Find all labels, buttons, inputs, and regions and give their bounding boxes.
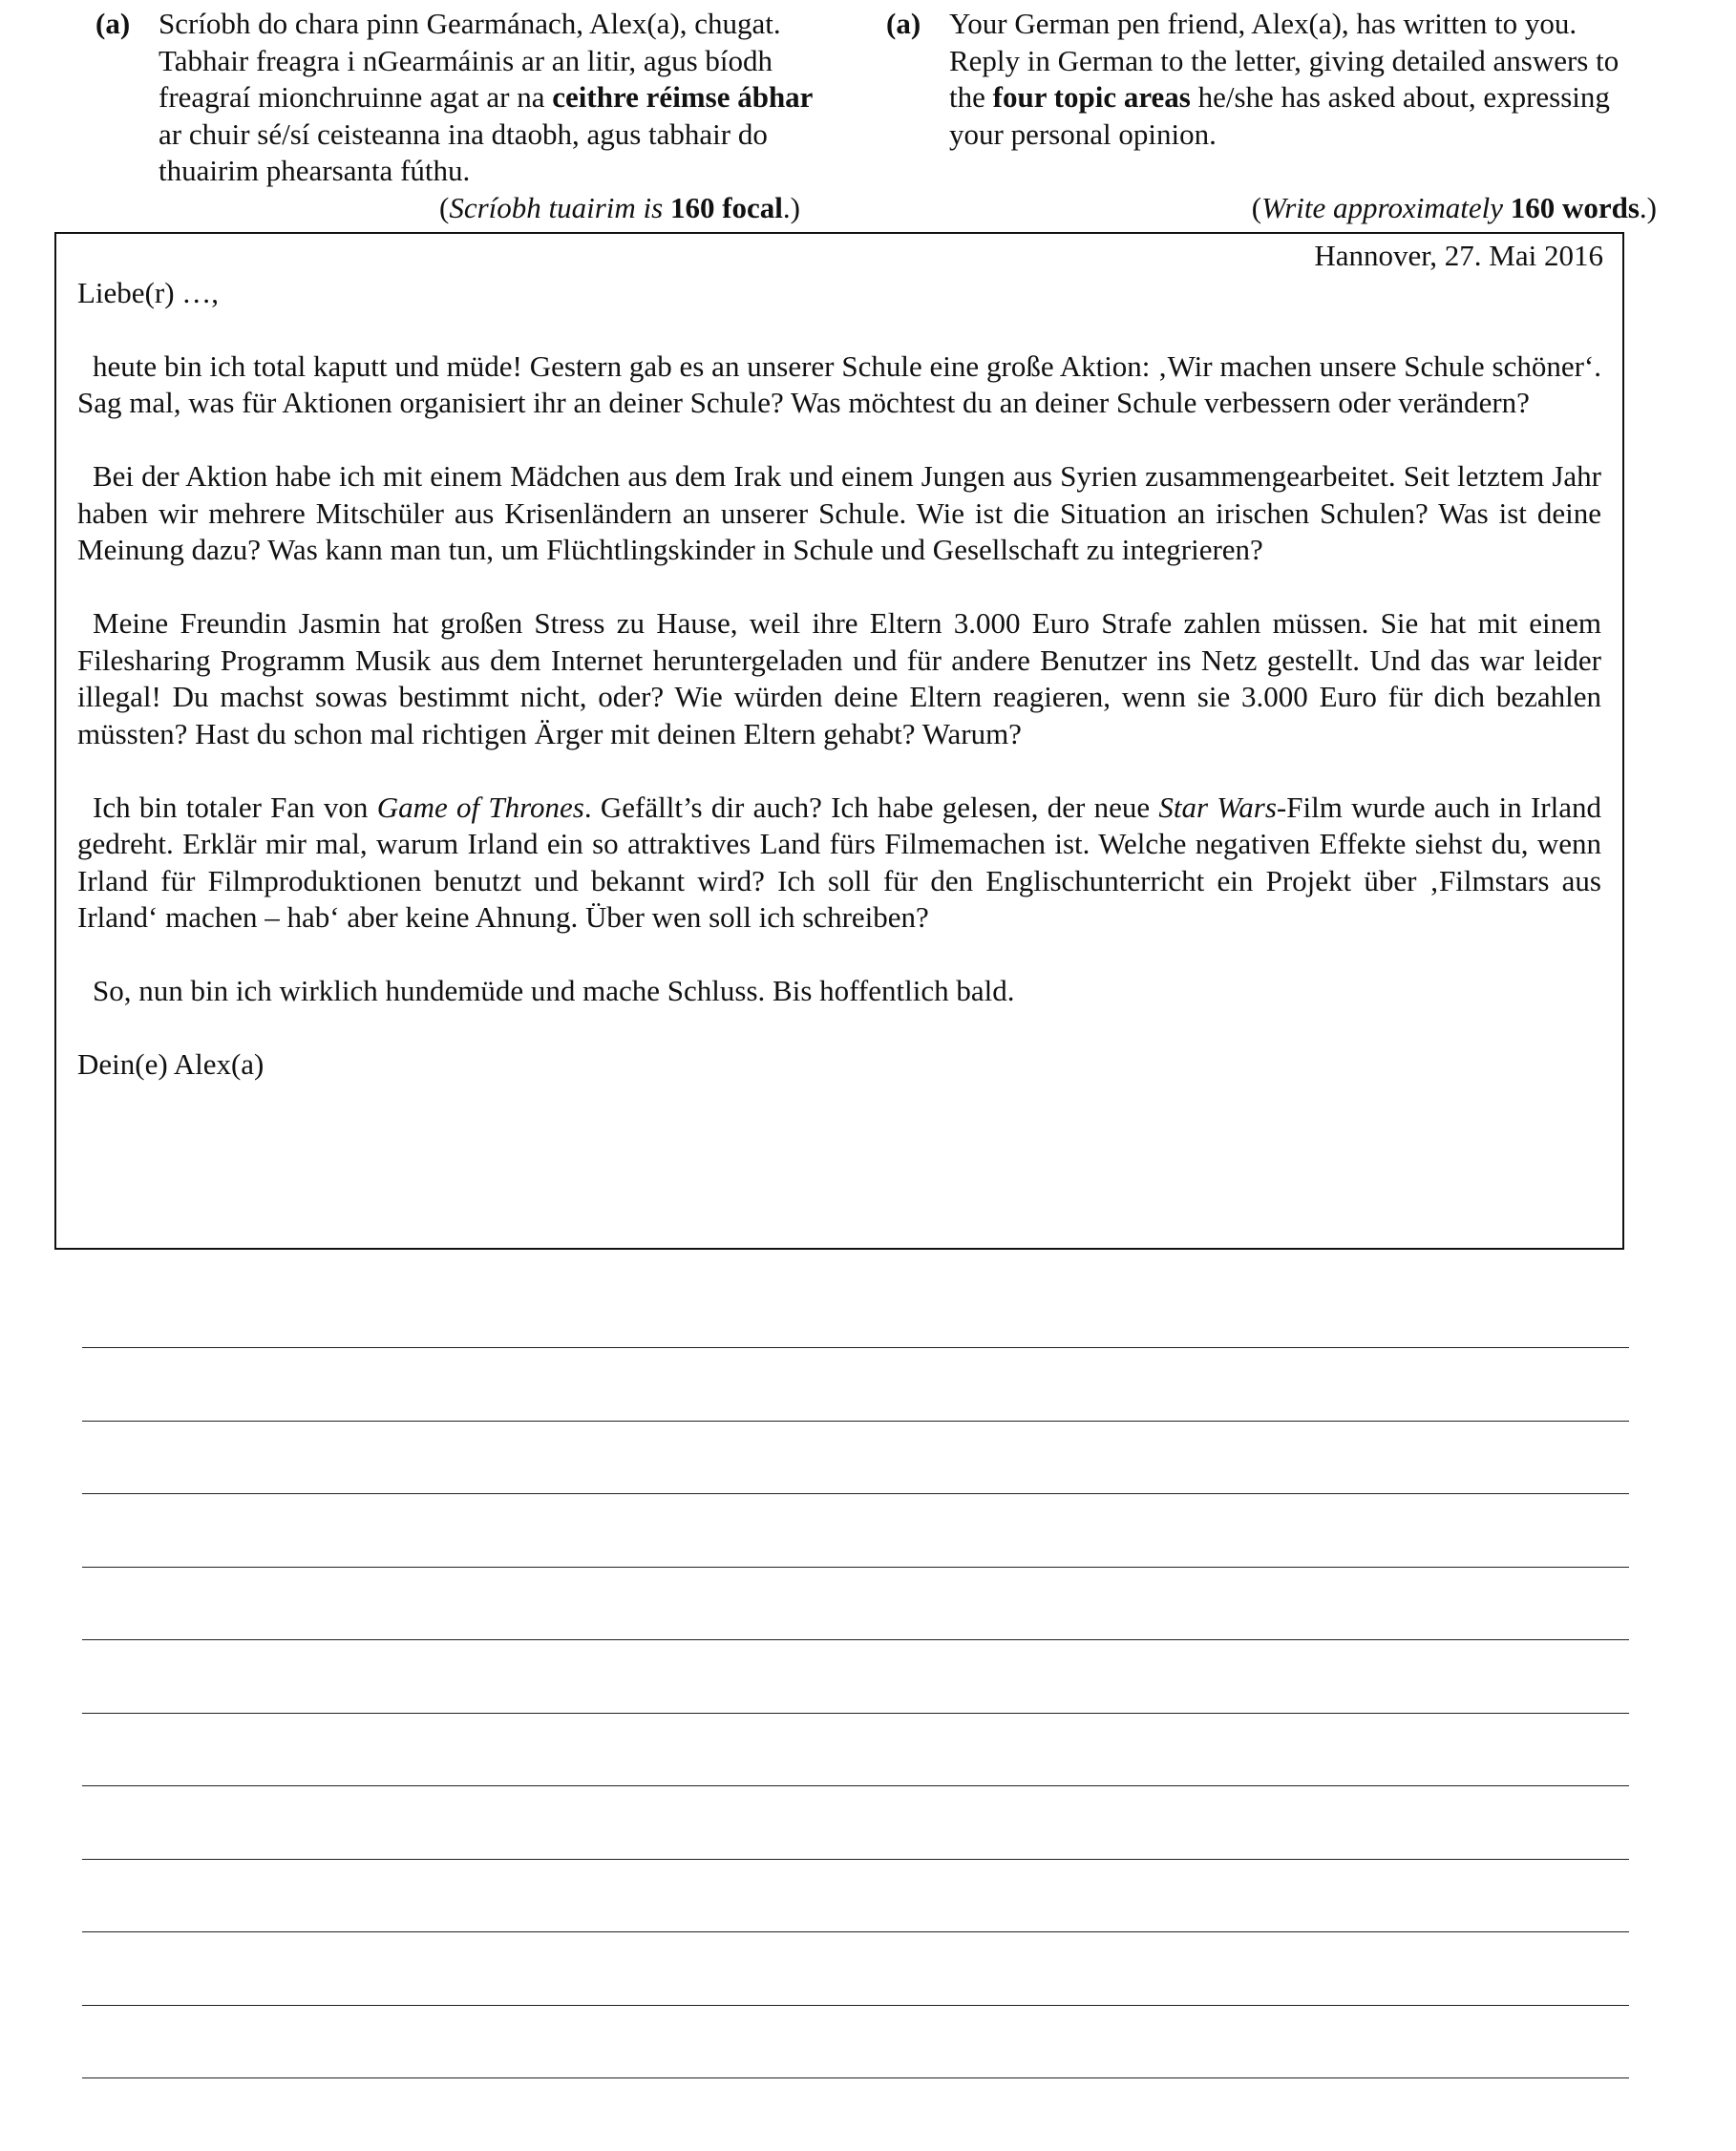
question-label-irish: (a) bbox=[95, 7, 131, 40]
note-irish-close: .) bbox=[782, 190, 800, 224]
letter-content bbox=[77, 238, 1601, 1084]
letter-paragraph-3: Meine Freundin Jasmin hat großen Stress zu Hause, weil ihre Eltern 3.000 Euro Strafe zahlen müssen. Sie hat mit einem Filesharing Programm Musik aus dem Internet heruntergeladen und für andere Benutzer ins Netz gestellt. Und das war leider illegal! Du machst sowas bestimmt nicht, oder? Wie würden deine Eltern reagieren, wenn sie 3.000 Euro für dich bezahlen müssten? Hast du schon mal richtigen Ärger mit deinen Eltern gehabt? Warum? bbox=[77, 606, 1601, 750]
letter-salutation: Liebe(r) …, bbox=[77, 275, 220, 309]
answer-line[interactable] bbox=[82, 2005, 1629, 2006]
answer-line[interactable] bbox=[82, 1785, 1629, 1786]
instruction-irish-part-2: ar chuir sé/sí ceisteanna ina dtaobh, agus tabhair do thuairim phearsanta fúthu. bbox=[159, 116, 768, 187]
answer-line[interactable] bbox=[82, 1347, 1629, 1348]
answer-line[interactable] bbox=[82, 1931, 1629, 1932]
word-count-note-irish bbox=[159, 190, 800, 227]
letter-signature: Dein(e) Alex(a) bbox=[77, 1047, 265, 1081]
paragraph-4-part-2: . Gefällt’s dir auch? Ich habe gelesen, der neue bbox=[583, 790, 1159, 824]
instruction-irish-part-1: Scríobh do chara pinn Gearmánach, Alex(a), chugat. Tabhair freagra i nGearmáinis ar an litir, agus bíodh freagraí mionchruinne agat ar na bbox=[159, 7, 781, 114]
letter-paragraph-1: heute bin ich total kaputt und müde! Gestern gab es an unserer Schule eine große Aktion: ‚Wir machen unsere Schule schöner‘. Sag mal, was für Aktionen organisiert ihr an deiner Schule? Was möchtest du an deiner Schule verbessern oder verändern? bbox=[77, 348, 1601, 419]
note-english-bold: 160 words bbox=[1510, 190, 1640, 224]
instructions-english bbox=[886, 6, 1657, 226]
answer-lines[interactable] bbox=[82, 1347, 1629, 2151]
instruction-english-part-1: Your German pen friend, Alex(a), has written to you. Reply in German to the letter, giving detailed answers to the bbox=[949, 7, 1620, 114]
question-label-english: (a) bbox=[886, 7, 921, 40]
letter-paragraph-2: Bei der Aktion habe ich mit einem Mädchen aus dem Irak und einem Jungen aus Syrien zusammengearbeitet. Seit letztem Jahr haben wir mehrere Mitschüler aus Krisenländern an unserer Schule. Wie ist die Situation an irischen Schulen? Was ist deine Meinung dazu? Was kann man tun, um Flüchtlingskinder in Schule und Gesellschaft zu integrieren? bbox=[77, 459, 1601, 566]
answer-line[interactable] bbox=[82, 1567, 1629, 1568]
instruction-english-part-2: he/she has asked about, expressing your personal opinion. bbox=[949, 80, 1610, 151]
instruction-text-irish bbox=[159, 6, 821, 226]
letter-paragraph-5: So, nun bin ich wirklich hundemüde und mache Schluss. Bis hoffentlich bald. bbox=[93, 974, 1015, 1007]
answer-line[interactable] bbox=[82, 1859, 1629, 1860]
instruction-text-english bbox=[949, 6, 1657, 226]
instructions-irish bbox=[95, 6, 821, 226]
note-english-open: ( bbox=[1251, 190, 1262, 224]
paragraph-4-title-1: Game of Thrones bbox=[376, 790, 584, 824]
note-irish-italic: Scríobh tuairim is bbox=[449, 190, 664, 224]
letter-date: Hannover, 27. Mai 2016 bbox=[1314, 239, 1603, 272]
letter-box bbox=[54, 232, 1624, 1250]
instruction-irish-bold: ceithre réimse ábhar bbox=[552, 80, 814, 114]
answer-line[interactable] bbox=[82, 1421, 1629, 1422]
answer-line[interactable] bbox=[82, 2077, 1629, 2078]
note-irish-bold: 160 focal bbox=[669, 190, 783, 224]
note-english-italic: Write approximately bbox=[1261, 190, 1503, 224]
word-count-note-english bbox=[949, 190, 1657, 227]
letter-paragraph-4 bbox=[77, 790, 1601, 937]
paragraph-4-part-3: -Film wurde auch in Irland gedreht. Erklär mir mal, warum Irland ein so attraktives Land fürs Filmemachen ist. Welche negativen Effekte siehst du, wenn Irland für Filmproduktionen benutzt und bekannt wird? Ich soll für den Englischunterricht ein Projekt über ‚Filmstars aus Irland‘ machen – hab‘ aber keine Ahnung. Über wen soll ich schreiben? bbox=[77, 790, 1601, 934]
note-english-close: .) bbox=[1639, 190, 1657, 224]
answer-line[interactable] bbox=[82, 1639, 1629, 1640]
paragraph-4-part-1: Ich bin totaler Fan von bbox=[93, 790, 377, 824]
answer-line[interactable] bbox=[82, 1493, 1629, 1494]
note-irish-open: ( bbox=[438, 190, 450, 224]
instruction-english-bold: four topic areas bbox=[992, 80, 1191, 114]
answer-line[interactable] bbox=[82, 1713, 1629, 1714]
paragraph-4-title-2: Star Wars bbox=[1158, 790, 1277, 824]
